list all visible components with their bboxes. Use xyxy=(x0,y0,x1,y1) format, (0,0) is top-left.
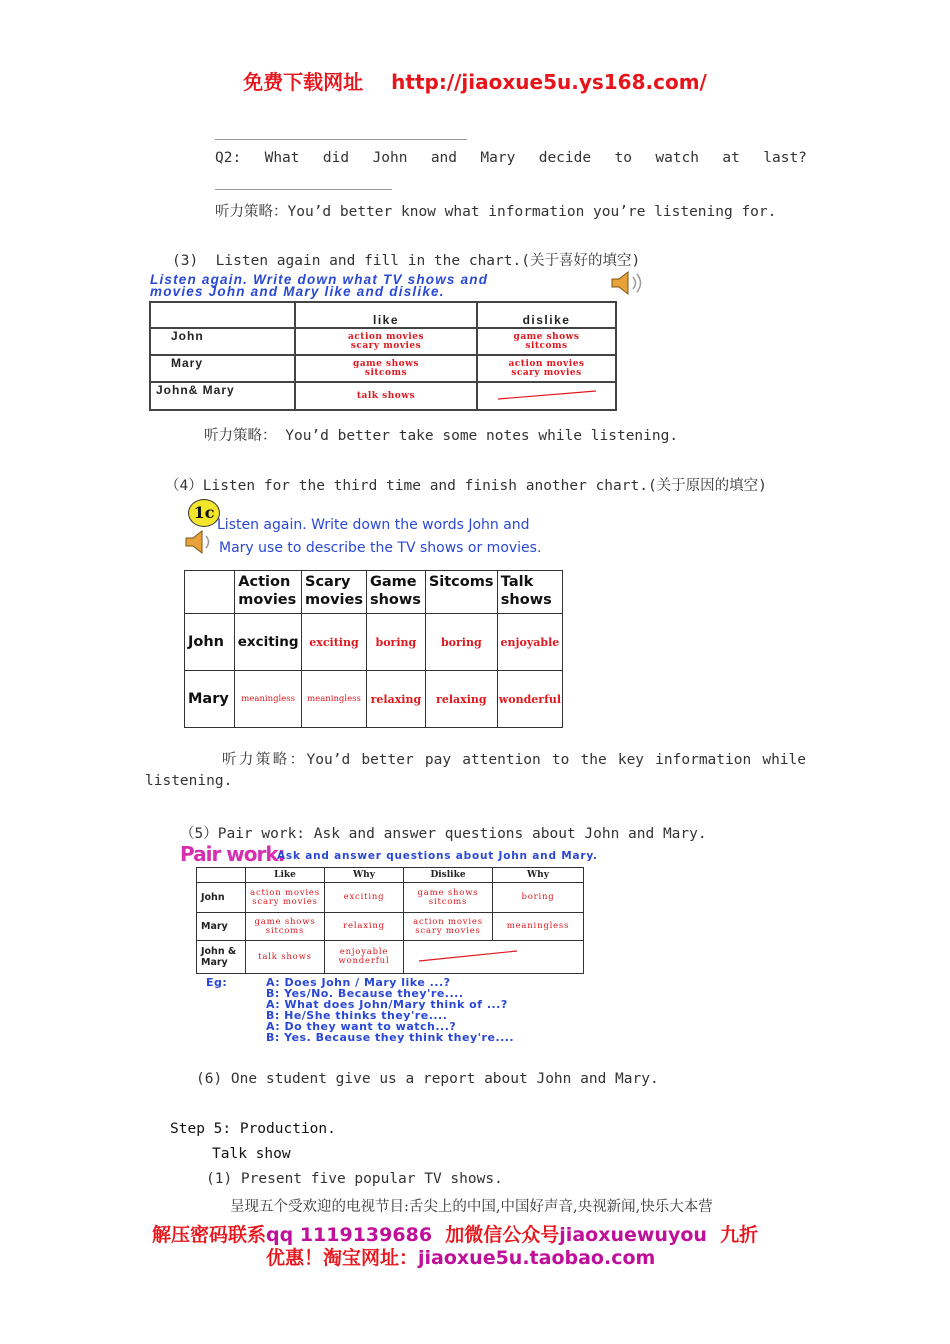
chart3-header: Why xyxy=(493,868,584,883)
footer-qq: qq 1119139686 xyxy=(266,1224,433,1246)
chart2-value: meaningless xyxy=(235,671,302,728)
chart1-value: action movies xyxy=(508,358,585,369)
chart3-value: boring xyxy=(493,883,584,913)
production-item-1-cn: 呈现五个受欢迎的电视节目:舌尖上的中国,中国好声音,央视新闻,快乐大本营 xyxy=(230,1199,713,1215)
speaker-icon xyxy=(183,528,217,556)
badge-1c: 1c xyxy=(188,499,220,527)
chart3-row-name: John xyxy=(197,883,246,913)
footer-text: 加微信公众号 xyxy=(445,1224,560,1246)
chart3-header: Why xyxy=(325,868,404,883)
chart2-value: wonderful xyxy=(497,671,562,728)
step-3 xyxy=(172,249,640,270)
pair-work-subtitle: Ask and answer questions about John and Mary. xyxy=(277,850,598,862)
chart3-cell xyxy=(404,883,493,913)
chart2-value: relaxing xyxy=(425,671,497,728)
eg-line: A: What does John/Mary think of ...? xyxy=(266,998,508,1011)
production-title: Step 5: Production. xyxy=(170,1121,336,1137)
chart3-cell xyxy=(246,913,325,941)
question-q2 xyxy=(215,150,807,166)
eg-line: A: Does John / Mary like ...? xyxy=(266,976,451,989)
speaker-icon xyxy=(608,270,652,296)
strategy-1: 听力策略：You’d better know what information you’re listening for. xyxy=(215,204,777,220)
chart3-value: sitcoms xyxy=(265,925,305,936)
chart3-table xyxy=(196,867,584,974)
chart-describe-words xyxy=(183,498,573,730)
chart2-table xyxy=(184,570,563,728)
chart3-row-name: John & Mary xyxy=(197,941,246,974)
chart3-value: scary movies xyxy=(252,896,318,907)
chart1-header-like: like xyxy=(295,302,477,328)
q2-word: Mary xyxy=(480,150,516,166)
strategy-3-line1: 听力策略：You’d better pay attention to the key information while xyxy=(222,752,806,768)
chart3-value: relaxing xyxy=(325,913,404,941)
chart3-cell xyxy=(246,883,325,913)
chart2-row-name: John xyxy=(185,614,235,671)
footer-text: 优惠！淘宝网址： xyxy=(266,1247,419,1269)
strategy-3-line2: listening. xyxy=(145,773,233,789)
chart1-title-line2: movies John and Mary like and dislike. xyxy=(150,284,445,299)
q2-word: did xyxy=(322,150,350,166)
chart2-value: exciting xyxy=(235,614,302,671)
answer-line-q2 xyxy=(215,189,392,190)
strike-line xyxy=(492,388,602,402)
q2-word: decide xyxy=(538,150,592,166)
chart3-header: Dislike xyxy=(404,868,493,883)
chart1-row-name: Mary xyxy=(150,355,295,382)
chart2-value: relaxing xyxy=(366,671,425,728)
step-3-text: Listen again and fill in the chart.(关于喜好的填空) xyxy=(215,253,641,269)
chart1-title-line1: Listen again. Write down what TV shows and xyxy=(150,272,489,287)
chart3-value: scary movies xyxy=(415,925,481,936)
chart3-row-name: Mary xyxy=(197,913,246,941)
chart3-value: meaningless xyxy=(493,913,584,941)
chart3-value: game shows xyxy=(254,916,316,927)
chart3-value: enjoyable wonderful xyxy=(325,941,404,974)
chart2-value: enjoyable xyxy=(497,614,562,671)
footer-taobao-link[interactable]: jiaoxue5u.taobao.com xyxy=(418,1247,656,1269)
chart3-value: sitcoms xyxy=(428,896,468,907)
chart-pair-work xyxy=(178,842,638,1047)
chart2-header: Game shows xyxy=(366,571,425,614)
chart1-cell-empty xyxy=(477,382,616,410)
chart1-value: sitcoms xyxy=(525,340,568,351)
chart1-row-name: John xyxy=(150,328,295,355)
q2-word: watch xyxy=(655,150,700,166)
chart1-value: action movies xyxy=(347,331,425,342)
eg-line: A: Do they want to watch...? xyxy=(266,1020,457,1033)
production-subtitle: Talk show xyxy=(212,1146,291,1162)
chart1-row-name: John& Mary xyxy=(150,382,295,410)
chart2-value: meaningless xyxy=(302,671,367,728)
step-6: (6) One student give us a report about John and Mary. xyxy=(196,1071,659,1087)
strike-line xyxy=(405,948,525,964)
chart2-header: Scary movies xyxy=(302,571,367,614)
chart2-value: exciting xyxy=(302,614,367,671)
chart1-value: scary movies xyxy=(350,340,422,351)
chart3-value: action movies xyxy=(413,916,483,927)
chart2-value: boring xyxy=(366,614,425,671)
q2-word: John xyxy=(372,150,408,166)
chart2-title-line1: Listen again. Write down the words John and xyxy=(217,517,530,533)
footer-line-2 xyxy=(266,1243,655,1270)
eg-line: B: Yes. Because they think they're.... xyxy=(266,1031,515,1044)
production-item-1: (1) Present five popular TV shows. xyxy=(206,1171,503,1187)
chart3-corner xyxy=(197,868,246,883)
chart2-header: Talk shows xyxy=(497,571,562,614)
eg-line: B: He/She thinks they're.... xyxy=(266,1009,448,1022)
chart3-value: talk shows xyxy=(246,941,325,974)
chart1-header-dislike: dislike xyxy=(477,302,616,328)
header-label: 免费下载网址 xyxy=(243,70,364,94)
step-4: （4）Listen for the third time and finish another chart.(关于原因的填空) xyxy=(165,478,767,494)
chart3-value: game shows xyxy=(417,887,479,898)
eg-line: B: Yes/No. Because they're.... xyxy=(266,987,464,1000)
chart1-value: game shows xyxy=(513,331,580,342)
chart-like-dislike xyxy=(148,270,658,412)
chart2-header: Sitcoms xyxy=(425,571,497,614)
chart2-row-name: Mary xyxy=(185,671,235,728)
chart1-value: sitcoms xyxy=(364,367,408,378)
chart2-title-line2: Mary use to describe the TV shows or movies. xyxy=(219,540,542,556)
chart1-value: talk shows xyxy=(356,390,416,401)
chart3-header: Like xyxy=(246,868,325,883)
q2-word: last? xyxy=(763,150,807,166)
chart3-cell xyxy=(404,913,493,941)
chart1-table xyxy=(149,301,617,411)
chart1-cell xyxy=(477,328,616,355)
pair-work-title: Pair work: xyxy=(180,842,285,866)
chart1-cell xyxy=(477,355,616,382)
chart2-corner xyxy=(185,571,235,614)
answer-line-q1 xyxy=(215,139,467,140)
chart3-cell-empty xyxy=(404,941,584,974)
q2-word: at xyxy=(722,150,740,166)
header-url[interactable]: http://jiaoxue5u.ys168.com/ xyxy=(391,70,707,94)
chart1-value: scary movies xyxy=(511,367,582,378)
eg-label: Eg: xyxy=(206,976,228,989)
chart2-header: Action movies xyxy=(235,571,302,614)
footer-wechat: jiaoxuewuyou xyxy=(559,1224,707,1246)
chart1-cell xyxy=(295,328,477,355)
chart1-value: game shows xyxy=(353,358,419,369)
step-5-pair: （5）Pair work: Ask and answer questions about John and Mary. xyxy=(180,826,707,842)
chart3-value: exciting xyxy=(325,883,404,913)
q2-word: Q2: xyxy=(215,150,242,166)
chart2-value: boring xyxy=(425,614,497,671)
q2-word: and xyxy=(430,150,458,166)
q2-word: to xyxy=(614,150,632,166)
page-header xyxy=(0,66,950,95)
chart1-corner xyxy=(150,302,295,328)
chart3-value: action movies xyxy=(250,887,320,898)
chart1-cell xyxy=(295,355,477,382)
step-3-num: (3) xyxy=(172,253,199,269)
footer-text: 九折 xyxy=(720,1224,759,1246)
chart1-cell xyxy=(295,382,477,410)
footer-text: 解压密码联系 xyxy=(152,1224,267,1246)
strategy-2: 听力策略： You’d better take some notes while listening. xyxy=(204,428,679,444)
q2-word: What xyxy=(264,150,300,166)
